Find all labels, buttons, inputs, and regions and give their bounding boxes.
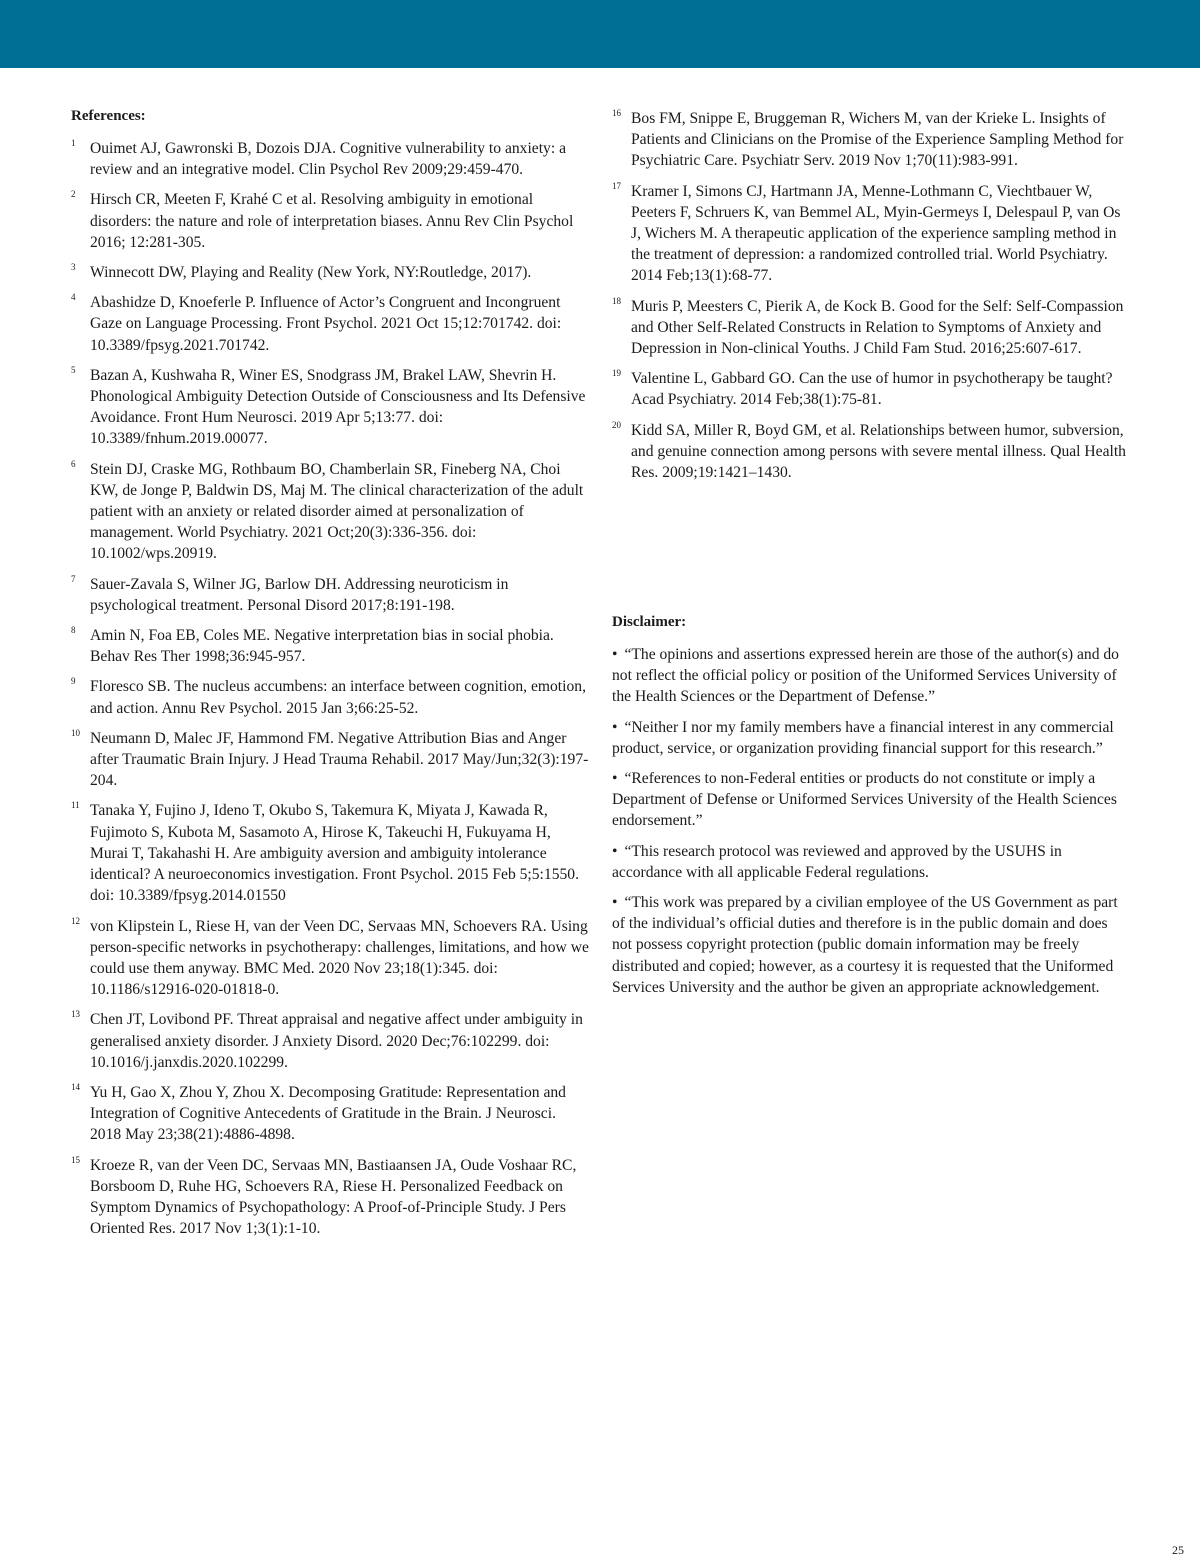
reference-item <box>71 138 589 180</box>
references-column-left <box>71 108 589 1248</box>
bullet-icon: • <box>612 770 618 788</box>
reference-text: Neumann D, Malec JF, Hammond FM. Negative Attribution Bias and Anger after Traumatic Brain Injury. J Head Trauma Rehabil. 2017 May/Jun;32(3):197-204. <box>90 729 589 790</box>
reference-item <box>71 800 589 906</box>
disclaimer-list <box>612 644 1130 998</box>
reference-text: Muris P, Meesters C, Pierik A, de Kock B. Good for the Self: Self-Compassion and Other Self-Related Constructs in Relation to Symptoms of Anxiety and Depression in Non-clinical Youths. J Child Fam Stud. 2016;25:607-617. <box>631 297 1124 358</box>
disclaimer-item <box>612 892 1130 998</box>
reference-number: 5 <box>71 364 76 375</box>
reference-number: 4 <box>71 292 76 303</box>
reference-text: Sauer-Zavala S, Wilner JG, Barlow DH. Addressing neuroticism in psychological treatment. Personal Disord 2017;8:191-198. <box>90 575 509 614</box>
disclaimer-text: “This research protocol was reviewed and approved by the USUHS in accordance with all applicable Federal regulations. <box>612 842 1062 881</box>
reference-number: 12 <box>71 915 80 926</box>
disclaimer-text: “Neither I nor my family members have a financial interest in any commercial product, service, or organization providing financial support for this research.” <box>612 718 1114 757</box>
reference-number: 3 <box>71 262 76 273</box>
disclaimer-item <box>612 644 1130 708</box>
reference-item <box>612 181 1130 287</box>
page-number: 25 <box>1172 1543 1184 1557</box>
reference-text: Bazan A, Kushwaha R, Winer ES, Snodgrass JM, Brakel LAW, Shevrin H. Phonological Ambiguity Detection Outside of Consciousness and Its Defensive Avoidance. Front Hum Neurosci. 2019 Apr 5;13:77. doi: 10.3389/fnhum.2019.00077. <box>90 366 586 448</box>
disclaimer-item <box>612 717 1130 759</box>
reference-text: Kidd SA, Miller R, Boyd GM, et al. Relationships between humor, subversion, and genuine connection among persons with severe mental illness. Qual Health Res. 2009;19:1421–1430. <box>631 421 1126 482</box>
reference-item <box>71 625 589 667</box>
reference-text: Winnecott DW, Playing and Reality (New York, NY:Routledge, 2017). <box>90 264 532 282</box>
bullet-icon: • <box>612 894 618 912</box>
reference-text: Tanaka Y, Fujino J, Ideno T, Okubo S, Takemura K, Miyata J, Kawada R, Fujimoto S, Kubota M, Sasamoto A, Hirose K, Takeuchi H, Fukuyama H, Murai T, Takahashi H. Are ambiguity aversion and ambiguity intolerance identical? A neuroeconomics investigation. Front Psychol. 2015 Feb 5;5:1550. doi: 10.3389/fpsyg.2014.01550 <box>90 802 579 905</box>
reference-item <box>71 574 589 616</box>
reference-text: Stein DJ, Craske MG, Rothbaum BO, Chamberlain SR, Fineberg NA, Choi KW, de Jonge P, Baldwin DS, Maj M. The clinical characterization of the adult patient with an anxiety or related disorder aimed at personalization of management. World Psychiatry. 2021 Oct;20(3):336-356. doi: 10.1002/wps.20919. <box>90 460 584 563</box>
reference-item <box>612 420 1130 484</box>
reference-text: von Klipstein L, Riese H, van der Veen DC, Servaas MN, Schoevers RA. Using person-specific networks in psychotherapy: challenges, limitations, and how we could use them anyway. BMC Med. 2020 Nov 23;18(1):345. doi: 10.1186/s12916-020-01818-0. <box>90 917 589 999</box>
reference-number: 11 <box>71 800 80 811</box>
reference-item <box>71 189 589 253</box>
reference-number: 10 <box>71 727 80 738</box>
reference-number: 13 <box>71 1009 80 1020</box>
reference-text: Yu H, Gao X, Zhou Y, Zhou X. Decomposing Gratitude: Representation and Integration of Cognitive Antecedents of Gratitude in the Brain. J Neurosci. 2018 May 23;38(21):4886-4898. <box>90 1083 566 1144</box>
disclaimer-text: “This work was prepared by a civilian employee of the US Government as part of the individual’s official duties and therefore is in the public domain and does not possess copyright protection (public domain information may be freely distributed and copied; however, as a courtesy it is requested that the Uniformed Services University and the author be given an appropriate acknowledgement. <box>612 894 1118 996</box>
reference-number: 9 <box>71 676 76 687</box>
reference-item <box>71 459 589 565</box>
reference-item <box>71 1009 589 1073</box>
reference-number: 17 <box>612 180 621 191</box>
reference-item <box>71 365 589 450</box>
disclaimer-heading: Disclaimer: <box>612 614 687 630</box>
reference-item <box>71 676 589 718</box>
reference-text: Ouimet AJ, Gawronski B, Dozois DJA. Cognitive vulnerability to anxiety: a review and an integrative model. Clin Psychol Rev 2009;29:459-470. <box>90 140 566 179</box>
reference-number: 8 <box>71 625 76 636</box>
reference-number: 7 <box>71 573 76 584</box>
references-heading: References: <box>71 108 146 124</box>
reference-number: 14 <box>71 1081 80 1092</box>
reference-text: Amin N, Foa EB, Coles ME. Negative interpretation bias in social phobia. Behav Res Ther 1998;36:945-957. <box>90 627 554 666</box>
reference-item <box>71 1082 589 1146</box>
reference-number: 6 <box>71 458 76 469</box>
reference-item <box>612 296 1130 360</box>
reference-item <box>71 262 589 283</box>
bullet-icon: • <box>612 646 618 663</box>
reference-item <box>71 1155 589 1240</box>
reference-number: 1 <box>71 138 76 148</box>
disclaimer-item <box>612 768 1130 832</box>
bullet-icon: • <box>612 718 618 736</box>
reference-list-right <box>612 108 1130 483</box>
reference-item <box>71 292 589 356</box>
reference-text: Floresco SB. The nucleus accumbens: an interface between cognition, emotion, and action. Annu Rev Psychol. 2015 Jan 3;66:25-52. <box>90 678 586 717</box>
references-column-right <box>612 108 1130 492</box>
reference-number: 2 <box>71 189 76 200</box>
reference-text: Kramer I, Simons CJ, Hartmann JA, Menne-Lothmann C, Viechtbauer W, Peeters F, Schruers K, van Bemmel AL, Myin-Germeys I, Delespaul P, van Os J, Wichers M. A therapeutic application of the experience sampling method in the treatment of depression: a randomized controlled trial. World Psychiatry. 2014 Feb;13(1):68-77. <box>631 182 1121 285</box>
disclaimer-item <box>612 841 1130 883</box>
reference-text: Bos FM, Snippe E, Bruggeman R, Wichers M, van der Krieke L. Insights of Patients and Clinicians on the Promise of the Experience Sampling Method for Psychiatric Care. Psychiatr Serv. 2019 Nov 1;70(11):983-991. <box>631 110 1124 170</box>
reference-text: Kroeze R, van der Veen DC, Servaas MN, Bastiaansen JA, Oude Voshaar RC, Borsboom D, Ruhe HG, Schoevers RA, Riese H. Personalized Feedback on Symptom Dynamics of Psychopathology: A Proof-of-Principle Study. J Pers Oriented Res. 2017 Nov 1;3(1):1-10. <box>90 1156 577 1238</box>
reference-item <box>612 368 1130 410</box>
disclaimer-text: “References to non-Federal entities or products do not constitute or imply a Department of Defense or Uniformed Services University of the Health Sciences endorsement.” <box>612 770 1117 830</box>
reference-number: 20 <box>612 419 621 430</box>
reference-text: Valentine L, Gabbard GO. Can the use of humor in psychotherapy be taught? Acad Psychiatry. 2014 Feb;38(1):75-81. <box>631 370 1113 409</box>
disclaimer-section <box>612 614 1130 1007</box>
reference-number: 15 <box>71 1154 80 1165</box>
header-band <box>0 0 1200 68</box>
reference-text: Chen JT, Lovibond PF. Threat appraisal and negative affect under ambiguity in generalised anxiety disorder. J Anxiety Disord. 2020 Dec;76:102299. doi: 10.1016/j.janxdis.2020.102299. <box>90 1011 583 1071</box>
reference-item <box>71 728 589 792</box>
reference-number: 18 <box>612 295 621 306</box>
reference-item <box>612 108 1130 172</box>
reference-text: Abashidze D, Knoeferle P. Influence of Actor’s Congruent and Incongruent Gaze on Language Processing. Front Psychol. 2021 Oct 15;12:701742. doi: 10.3389/fpsyg.2021.701742. <box>90 294 562 354</box>
reference-number: 19 <box>612 368 621 379</box>
reference-number: 16 <box>612 108 621 118</box>
disclaimer-text: “The opinions and assertions expressed herein are those of the author(s) and do not reflect the official policy or position of the Uniformed Services University of the Health Sciences or the Department of Defense.” <box>612 646 1119 706</box>
reference-text: Hirsch CR, Meeten F, Krahé C et al. Resolving ambiguity in emotional disorders: the nature and role of interpretation biases. Annu Rev Clin Psychol 2016; 12:281-305. <box>90 191 574 251</box>
reference-item <box>71 916 589 1001</box>
bullet-icon: • <box>612 842 618 860</box>
reference-list-left <box>71 138 589 1239</box>
